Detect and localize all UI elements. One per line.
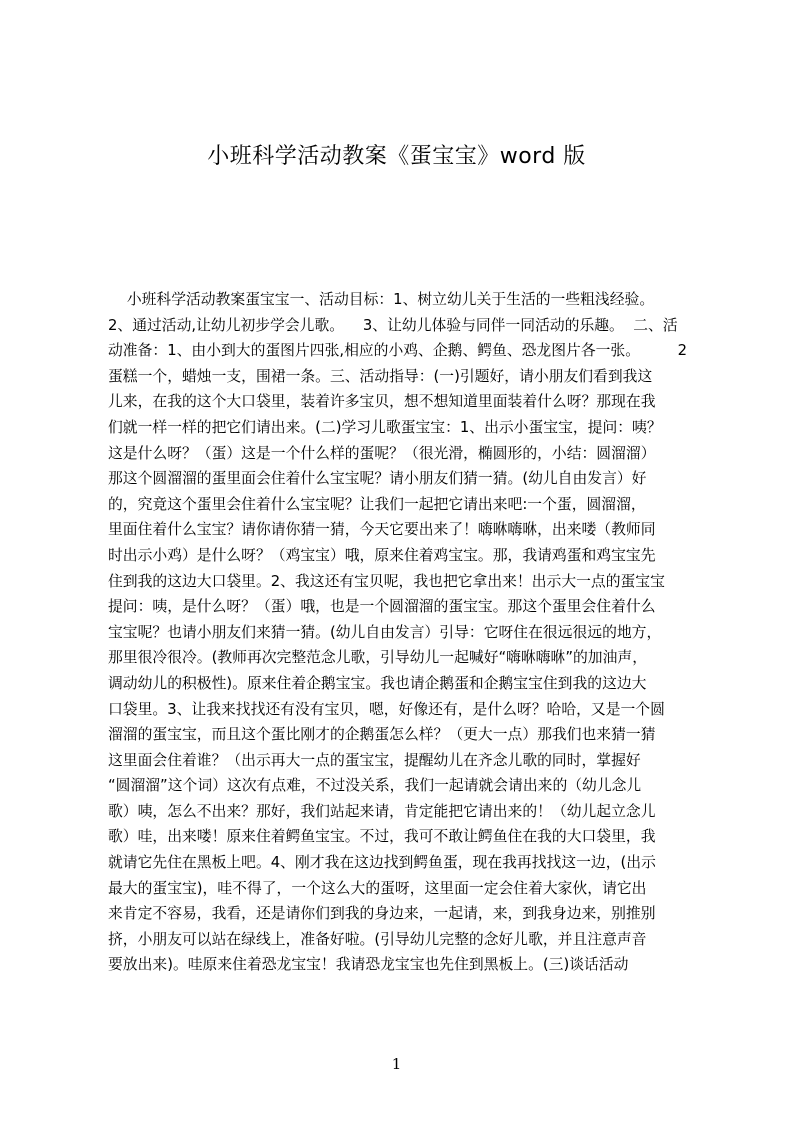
page-number: 1: [391, 1055, 402, 1073]
body-line: “圆溜溜”这个词）这次有点难，不过没关系，我们一起请就会请出来的（幼儿念儿: [108, 777, 642, 795]
document-body: [108, 287, 697, 978]
body-line: 提问：咦，是什么呀？（蛋）哦，也是一个圆溜溜的蛋宝宝。那这个蛋里会住着什么: [108, 598, 656, 616]
document-title: 小班科学活动教案《蛋宝宝》word 版: [207, 144, 586, 169]
body-line: 歌）咦，怎么不出来？那好，我们站起来请，肯定能把它请出来的！（幼儿起立念儿: [108, 802, 656, 820]
body-line: 歌）哇，出来喽！原来住着鳄鱼宝宝。不过，我可不敢让鳄鱼住在我的大口袋里，我: [108, 828, 656, 846]
body-line: 们就一样一样的把它们请出来。(二)学习儿歌蛋宝宝：1、出示小蛋宝宝，提问：咦？: [108, 418, 662, 436]
body-line: 口袋里。3、让我来找找还有没有宝贝，嗯，好像还有，是什么呀？哈哈，又是一个圆: [108, 700, 665, 718]
body-line: 住到我的这边大口袋里。2、我这还有宝贝呢，我也把它拿出来！出示大一点的蛋宝宝: [108, 572, 665, 590]
body-line: 小班科学活动教案蛋宝宝一、活动目标：1、树立幼儿关于生活的一些粗浅经验。: [108, 291, 655, 308]
body-line: 的，究竟这个蛋里会住着什么宝宝呢？让我们一起把它请出来吧:一个蛋，圆溜溜，: [108, 495, 646, 513]
body-line: 溜溜的蛋宝宝，而且这个蛋比刚才的企鹅蛋怎么样？（更大一点）那我们也来猜一猜: [108, 726, 656, 744]
body-line: 那这个圆溜溜的蛋里面会住着什么宝宝呢？请小朋友们猜一猜。(幼儿自由发言）好: [108, 470, 647, 488]
body-line: 调动幼儿的积极性)。原来住着企鹅宝宝。我也请企鹅蛋和企鹅宝宝住到我的这边大: [108, 674, 647, 692]
body-line: 来肯定不容易，我看，还是请你们到我的身边来，一起请，来，到我身边来，别推别: [108, 905, 656, 923]
body-line: 2、通过活动,让幼儿初步学会儿歌。 3、让幼儿体验与同伴一同活动的乐趣。 二、活: [108, 316, 678, 334]
body-line: 儿来，在我的这个大口袋里，装着许多宝贝，想不想知道里面装着什么呀？那现在我: [108, 393, 656, 411]
body-line: 那里很冷很冷。(教师再次完整范念儿歌，引导幼儿一起喊好“嗨咻嗨咻”的加油声，: [108, 649, 647, 667]
body-line: 挤，小朋友可以站在绿线上，准备好啦。(引导幼儿完整的念好儿歌，并且注意声音: [108, 930, 647, 948]
body-line: 蛋糕一个，蜡烛一支，围裙一条。三、活动指导：(一)引题好，请小朋友们看到我这: [108, 367, 653, 385]
body-line: 最大的蛋宝宝)，哇不得了，一个这么大的蛋呀，这里面一定会住着大家伙，请它出: [108, 879, 647, 897]
body-line: 这里面会住着谁？（出示再大一点的蛋宝宝，提醒幼儿在齐念儿歌的同时，掌握好: [108, 751, 641, 769]
body-line: 要放出来)。哇原来住着恐龙宝宝！我请恐龙宝宝也先住到黑板上。(三)谈话活动: [108, 956, 629, 974]
body-line: 动准备：1、由小到大的蛋图片四张,相应的小鸡、企鹅、鳄鱼、恐龙图片各一张。 2: [108, 342, 688, 360]
body-line: 宝宝呢？也请小朋友们来猜一猜。(幼儿自由发言）引导：它呀住在很远很远的地方，: [108, 623, 662, 641]
body-line: 这是什么呀？（蛋）这是一个什么样的蛋呢？（很光滑，椭圆形的，小结：圆溜溜）: [108, 444, 656, 462]
body-line: 就请它先住在黑板上吧。4、刚才我在这边找到鳄鱼蛋，现在我再找找这一边，(出示: [108, 854, 656, 872]
body-line: 时出示小鸡）是什么呀？（鸡宝宝）哦，原来住着鸡宝宝。那，我请鸡蛋和鸡宝宝先: [108, 546, 656, 564]
body-line: 里面住着什么宝宝？请你请你猜一猜，今天它要出来了！嗨咻嗨咻，出来喽（教师同: [108, 521, 656, 539]
